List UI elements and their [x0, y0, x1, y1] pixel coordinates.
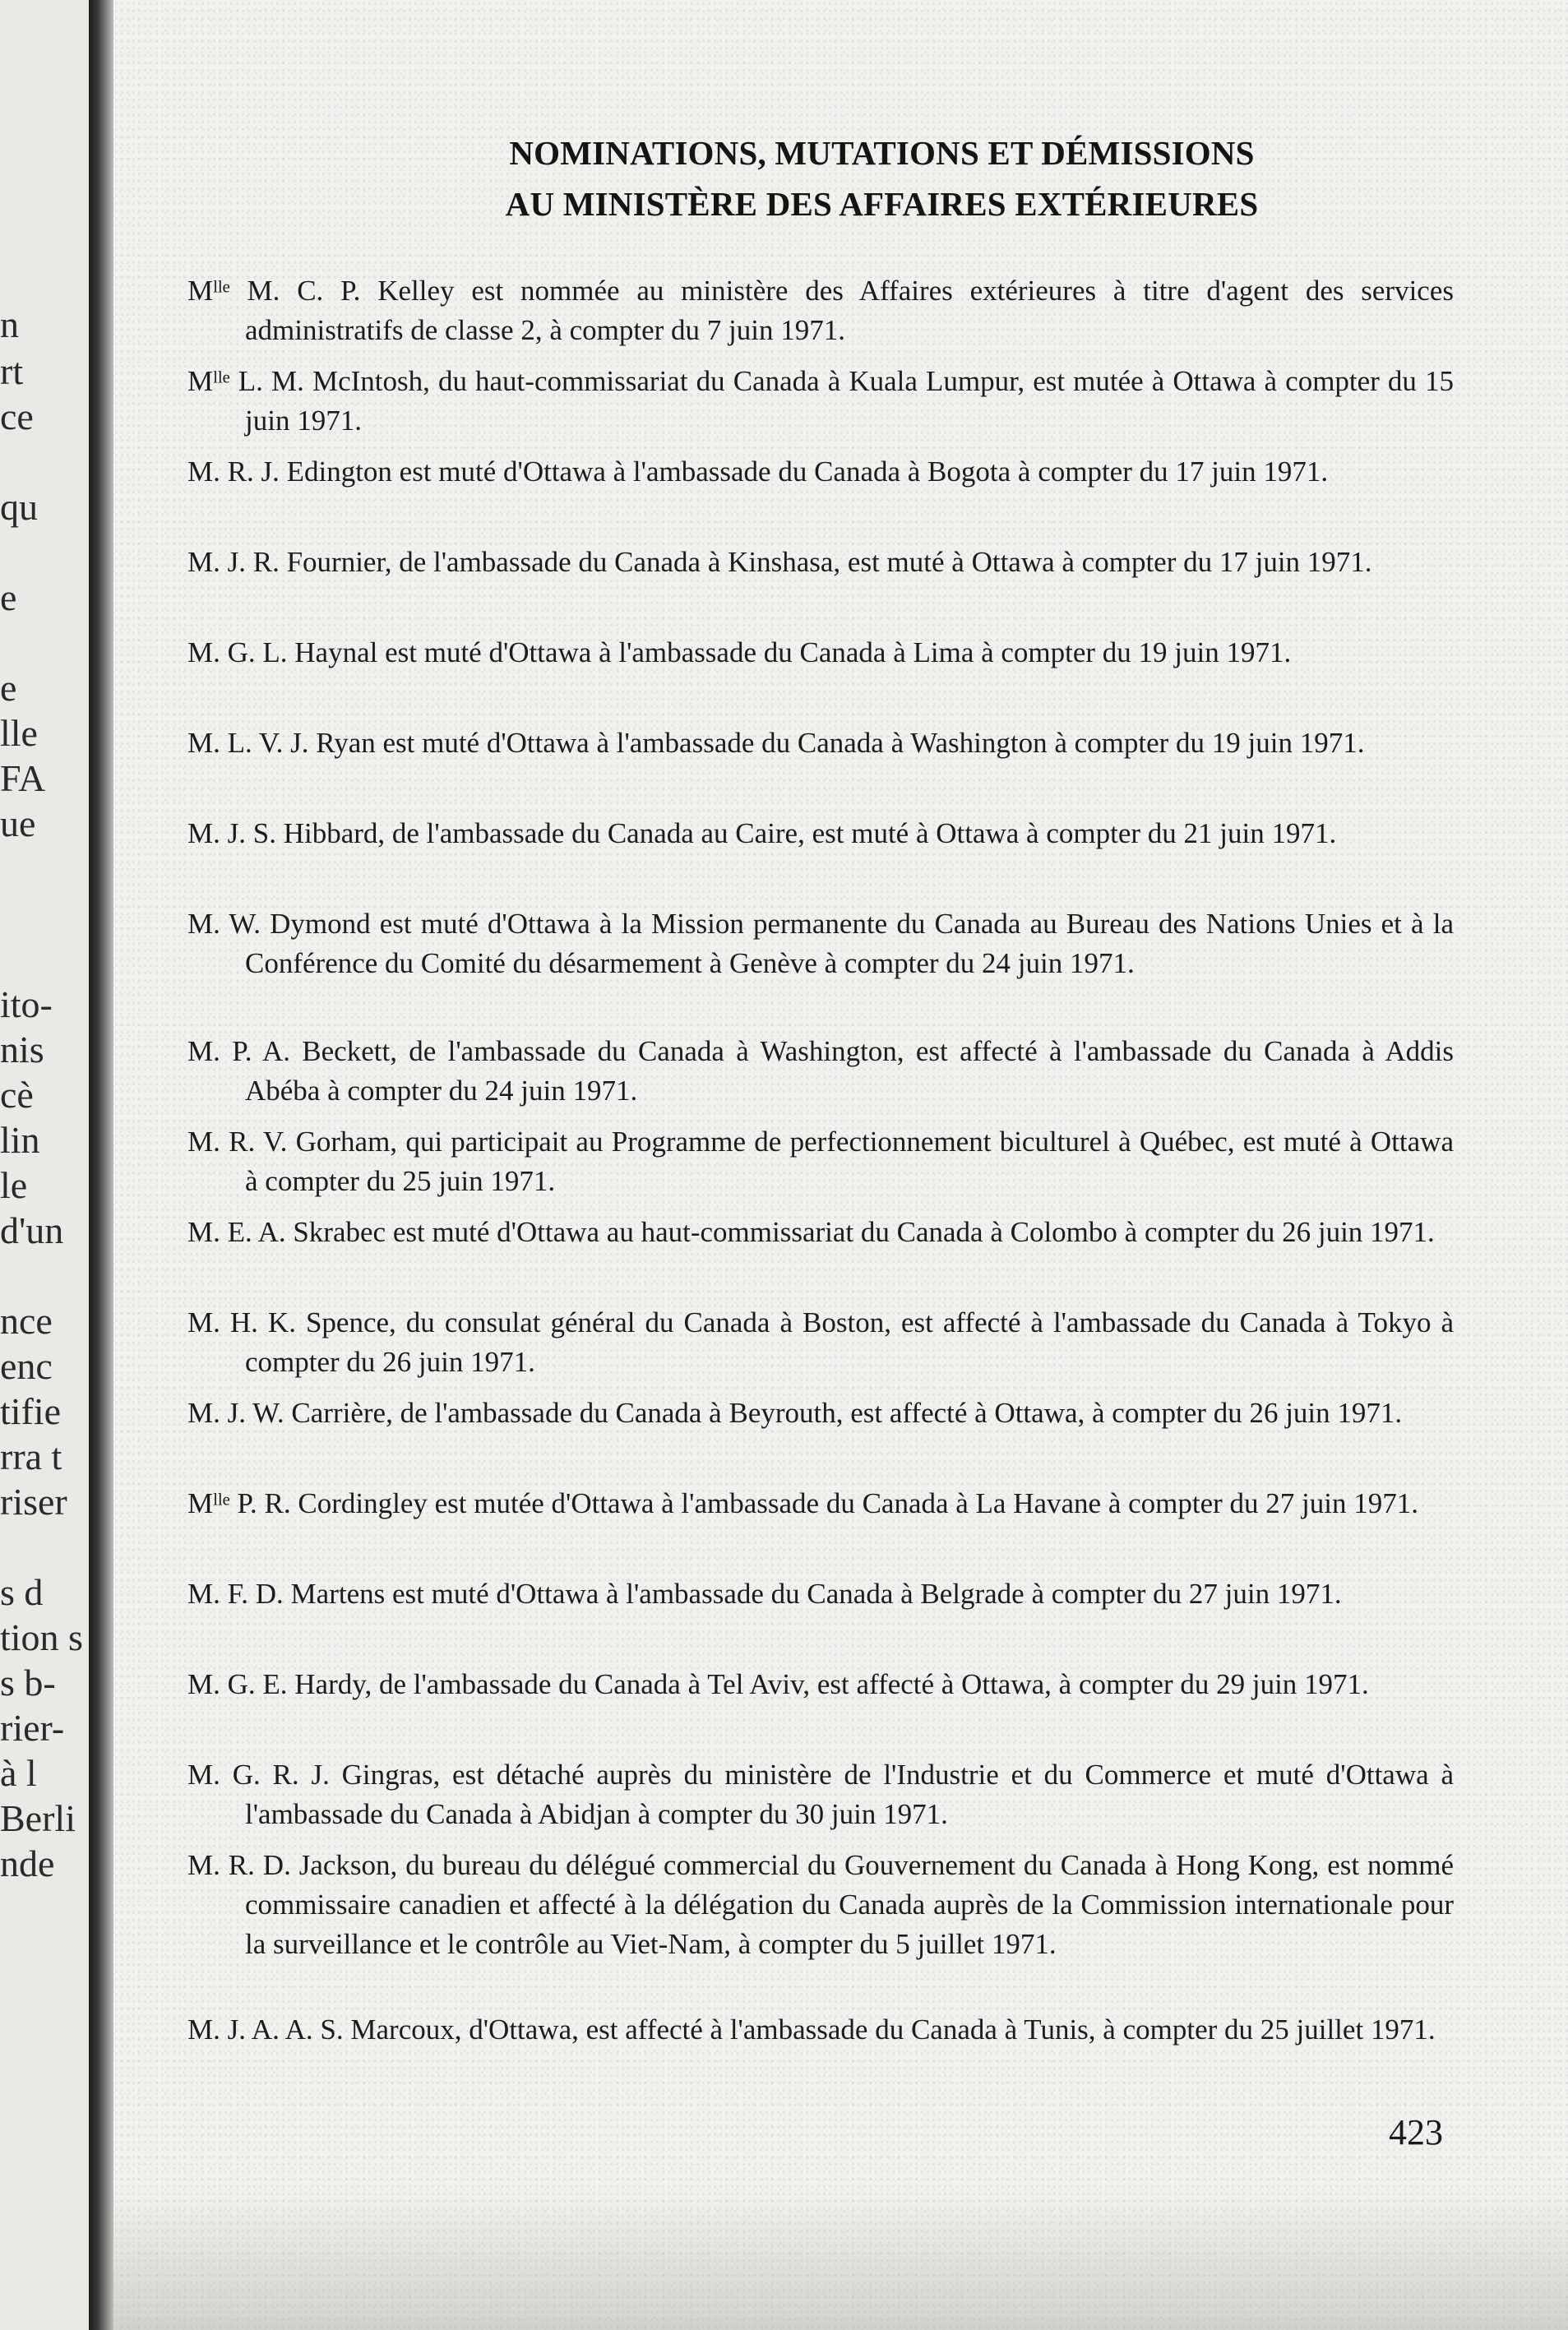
entry-paragraph: M. R. J. Edington est muté d'Ottawa à l'ambassade du Canada à Bogota à compter du 17 juin 1971. — [187, 455, 1329, 488]
title-line-2: AU MINISTÈRE DES AFFAIRES EXTÉRIEURES — [505, 185, 1259, 223]
entry-paragraph: Mˡˡᵉ L. M. McIntosh, du haut-commissariat du Canada à Kuala Lumpur, est mutée à Ottawa à compter du 15 juin 1971. — [187, 365, 1454, 437]
entry-paragraph: M. J. W. Carrière, de l'ambassade du Canada à Beyrouth, est affecté à Ottawa, à compter du 26 juin 1971. — [187, 1397, 1403, 1429]
fragment-text: ue — [0, 802, 36, 844]
title-line-1: NOMINATIONS, MUTATIONS ET DÉMISSIONS — [509, 134, 1255, 172]
fragment-text: FA — [0, 757, 46, 799]
page-bottom-shading — [113, 2190, 1568, 2330]
fragment-text: nde — [0, 1842, 55, 1884]
fragment-text: Berli — [0, 1797, 76, 1839]
fragment-text: le — [0, 1164, 28, 1206]
fragment-text: s d — [0, 1571, 44, 1613]
entry-paragraph: M. E. A. Skrabec est muté d'Ottawa au haut-commissariat du Canada à Colombo à compter du 26 juin 1971. — [187, 1216, 1435, 1248]
entry-paragraph: M. G. E. Hardy, de l'ambassade du Canada à Tel Aviv, est affecté à Ottawa, à compter du 29 juin 1971. — [187, 1668, 1369, 1700]
entry-paragraph: Mˡˡᵉ P. R. Cordingley est mutée d'Ottawa à l'ambassade du Canada à La Havane à compter du 27 juin 1971. — [187, 1487, 1419, 1519]
fragment-text: e — [0, 576, 17, 618]
fragment-text: rier- — [0, 1707, 65, 1749]
fragment-text: d'un — [0, 1209, 64, 1251]
fragment-text: riser — [0, 1481, 67, 1523]
entry-paragraph: M. G. L. Haynal est muté d'Ottawa à l'ambassade du Canada à Lima à compter du 19 juin 1971. — [187, 636, 1292, 668]
entry-paragraph: M. P. A. Beckett, de l'ambassade du Canada à Washington, est affecté à l'ambassade du Canada à Addis Abéba à compter du 24 juin 1971. — [187, 1035, 1454, 1107]
fragment-text: cè — [0, 1074, 34, 1116]
entry-paragraph: M. G. R. J. Gingras, est détaché auprès du ministère de l'Industrie et du Commerce et muté d'Ottawa à l'ambassade du Canada à Abidjan à compter du 30 juin 1971. — [187, 1759, 1454, 1830]
entry-paragraph: M. W. Dymond est muté d'Ottawa à la Mission permanente du Canada au Bureau des Nations Unies et à la Conférence du Comité du désarmement à Genève à compter du 24 juin 1971. — [187, 908, 1454, 979]
entry-paragraph: M. R. V. Gorham, qui participait au Programme de perfectionnement biculturel à Québec, est muté à Ottawa à compter du 25 juin 1971. — [187, 1126, 1454, 1197]
adjacent-page-fragment — [0, 0, 89, 2330]
entry-paragraph: M. J. S. Hibbard, de l'ambassade du Canada au Caire, est muté à Ottawa à compter du 21 juin 1971. — [187, 817, 1337, 849]
fragment-text: s b- — [0, 1662, 56, 1704]
fragment-text: e — [0, 667, 17, 709]
fragment-text: rra t — [0, 1435, 62, 1477]
page-number: 423 — [1389, 2112, 1443, 2152]
fragment-text: rt — [0, 350, 24, 392]
fragment-text: à l — [0, 1752, 37, 1794]
page-title — [113, 127, 1568, 229]
entry-paragraph: Mˡˡᵉ M. C. P. Kelley est nommée au ministère des Affaires extérieures à titre d'agent des services administratifs de classe 2, à compter du 7 juin 1971. — [187, 275, 1454, 346]
fragment-text: n — [0, 303, 19, 345]
document-page — [113, 0, 1568, 2330]
fragment-text: enc — [0, 1345, 53, 1387]
fragment-text: tifie — [0, 1390, 62, 1432]
entry-paragraph: M. R. D. Jackson, du bureau du délégué commercial du Gouvernement du Canada à Hong Kong, est nommé commissaire canadien et affecté à la délégation du Canada auprès de la Commission internationale pour la surveillance et le contrôle au Viet-Nam, à compter du 5 juillet 1971. — [187, 1849, 1454, 1960]
fragment-text: lin — [0, 1119, 40, 1161]
entry-paragraph: M. J. A. A. S. Marcoux, d'Ottawa, est affecté à l'ambassade du Canada à Tunis, à compter du 25 juillet 1971. — [187, 2013, 1436, 2046]
fragment-text: tion s — [0, 1616, 83, 1658]
entry-paragraph: M. H. K. Spence, du consulat général du Canada à Boston, est affecté à l'ambassade du Canada à Tokyo à compter du 26 juin 1971. — [187, 1306, 1454, 1378]
book-spine-shadow — [89, 0, 113, 2330]
fragment-text: nce — [0, 1300, 53, 1342]
entry-paragraph: M. F. D. Martens est muté d'Ottawa à l'ambassade du Canada à Belgrade à compter du 27 juin 1971. — [187, 1578, 1342, 1610]
fragment-text: ito- — [0, 983, 53, 1025]
fragment-text: qu — [0, 486, 38, 528]
fragment-text: lle — [0, 712, 38, 754]
entry-paragraph: M. J. R. Fournier, de l'ambassade du Canada à Kinshasa, est muté à Ottawa à compter du 17 juin 1971. — [187, 546, 1372, 578]
fragment-text: ce — [0, 395, 34, 437]
entry-paragraph: M. L. V. J. Ryan est muté d'Ottawa à l'ambassade du Canada à Washington à compter du 19 juin 1971. — [187, 727, 1365, 759]
fragment-text: nis — [0, 1029, 44, 1070]
